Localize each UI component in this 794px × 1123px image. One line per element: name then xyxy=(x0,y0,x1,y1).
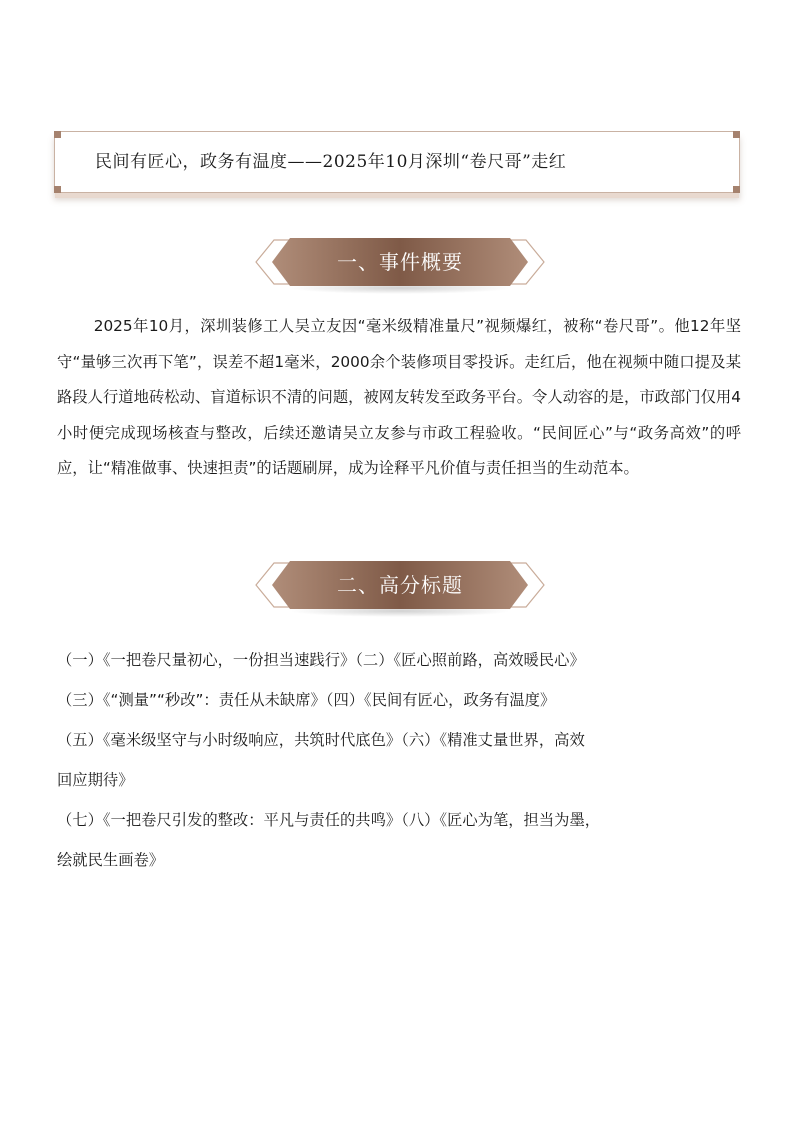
headline-line: （五）《毫米级坚守与小时级响应，共筑时代底色》（六）《精准丈量世界，高效 xyxy=(57,731,585,749)
summary-paragraph: 2025年10月，深圳装修工人吴立友因“毫米级精准量尺”视频爆红，被称“卷尺哥”。他12年坚守“量够三次再下笔”，误差不超1毫米，2000余个装修项目零投诉。走红后，他在视频中随口提及某路段人行道地砖松动、盲道标识不清的问题，被网友转发至政务平台。令人动容的是，市政部门仅用4小时便完成现场核查与整改，后续还邀请吴立友参与市政工程验收。“民间匠心”与“政务高效”的呼应，让“精准做事、快速担责”的话题刷屏，成为诠释平凡价值与责任担当的生动范本。 xyxy=(57,317,741,477)
title-box xyxy=(54,131,740,193)
corner-ornament xyxy=(733,186,740,193)
corner-ornament xyxy=(54,131,61,138)
headline-line: （一）《一把卷尺量初心，一份担当速践行》（二）《匠心照前路，高效暖民心》 xyxy=(57,651,585,669)
headline-line: （三）《“测量”“秒改”：责任从未缺席》（四）《民间有匠心，政务有温度》 xyxy=(57,691,556,709)
headline-line: 绘就民生画卷》 xyxy=(57,851,165,869)
corner-ornament xyxy=(733,131,740,138)
section-heading: 一、事件概要 xyxy=(337,250,463,274)
document-title: 民间有匠心，政务有温度——2025年10月深圳“卷尺哥”走红 xyxy=(95,152,567,172)
section-heading: 二、高分标题 xyxy=(337,573,463,597)
corner-ornament xyxy=(54,186,61,193)
headline-line: （七）《一把卷尺引发的整改：平凡与责任的共鸣》（八）《匠心为笔，担当为墨， xyxy=(57,811,601,829)
headline-list xyxy=(57,640,745,880)
headline-line: 回应期待》 xyxy=(57,771,134,789)
section-banner-headlines xyxy=(250,561,550,617)
section-banner-summary xyxy=(250,238,550,294)
